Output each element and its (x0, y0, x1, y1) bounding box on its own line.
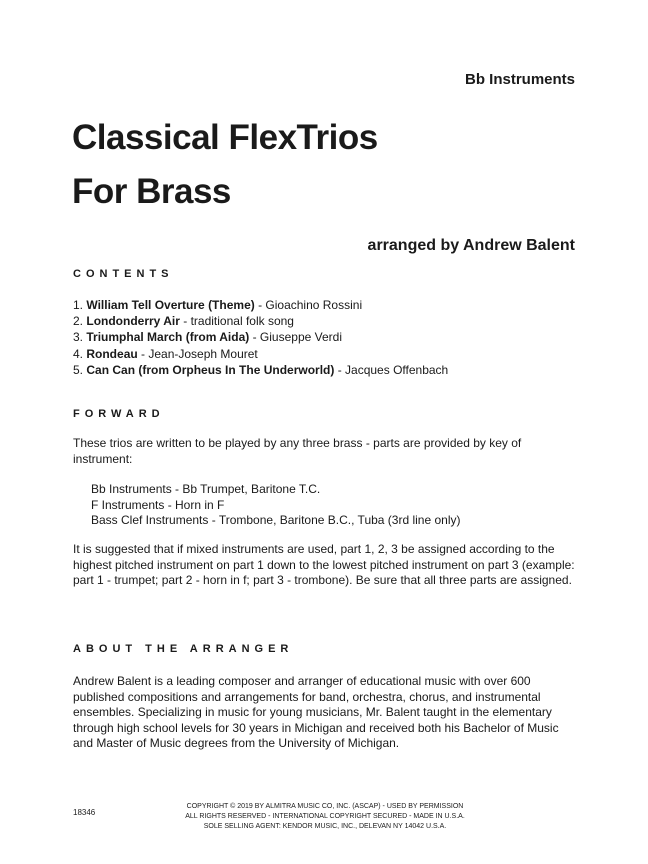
page-title-line-2: For Brass (72, 172, 231, 211)
list-item: 2. Londonderry Air - traditional folk song (73, 314, 294, 329)
contents-heading: CONTENTS (73, 268, 174, 280)
instrument-label: Bb Instruments (464, 71, 575, 88)
arranger-credit: arranged by Andrew Balent (367, 237, 575, 254)
piece-title: Rondeau (86, 346, 138, 361)
copyright-line: SOLE SELLING AGENT: KENDOR MUSIC, INC., DELEVAN NY 14042 U.S.A. (203, 823, 447, 830)
page-title-line-1: Classical FlexTrios (72, 118, 378, 157)
piece-title: William Tell Overture (Theme) (86, 298, 255, 312)
list-item: Bb Instruments - Bb Trumpet, Baritone T.C. (91, 482, 321, 496)
list-item: 4. Rondeau - Jean-Joseph Mouret (73, 346, 258, 361)
catalog-number: 18346 (73, 808, 96, 817)
composer: - Gioachino Rossini (254, 298, 363, 312)
list-item: F Instruments - Horn in F (91, 497, 225, 512)
piece-title: Can Can (from Orpheus In The Underworld) (86, 362, 335, 377)
copyright-notice (140, 802, 510, 832)
piece-title: Londonderry Air (86, 314, 180, 329)
copyright-line: ALL RIGHTS RESERVED - INTERNATIONAL COPYRIGHT SECURED - MADE IN U.S.A. (185, 813, 465, 820)
composer: - traditional folk song (179, 314, 294, 329)
piece-title: Triumphal March (from Aida) (86, 330, 250, 345)
instrument-list (91, 482, 461, 529)
composer: - Jean-Joseph Mouret (137, 346, 258, 361)
list-item: 5. Can Can (from Orpheus In The Underworld) - Jacques Offenbach (73, 362, 449, 377)
composer: - Jacques Offenbach (334, 362, 449, 377)
forward-heading: FORWARD (73, 408, 165, 420)
about-heading: ABOUT THE ARRANGER (73, 643, 294, 655)
composer: - Giuseppe Verdi (249, 330, 342, 345)
forward-note: It is suggested that if mixed instruments are used, part 1, 2, 3 be assigned according to the highest pitched instrument on part 1 down to the lowest pitched instrument on part 3 (example: part 1 - trumpet; part 2 - horn in f; part 3 - trombone). Be sure that all three parts are assigned. (73, 542, 575, 587)
list-item: 3. Triumphal March (from Aida) - Giuseppe Verdi (73, 330, 342, 345)
list-item: Bass Clef Instruments - Trombone, Baritone B.C., Tuba (3rd line only) (91, 513, 461, 527)
copyright-line: COPYRIGHT © 2019 BY ALMITRA MUSIC CO, INC. (ASCAP) - USED BY PERMISSION (186, 803, 464, 810)
list-item: 1. William Tell Overture (Theme) - Gioachino Rossini (73, 298, 363, 312)
contents-list (73, 297, 448, 378)
forward-intro: These trios are written to be played by any three brass - parts are provided by key of instrument: (73, 436, 522, 466)
about-text: Andrew Balent is a leading composer and arranger of educational music with over 600 published compositions and arrangements for band, orchestra, chorus, and instrumental ensembles. Specializing in music for young musicians, Mr. Balent taught in the elementary through high school levels for 30 years in Michigan and received both his Bachelor of Music and Master of Music degrees from the University of Michigan. (73, 674, 559, 750)
